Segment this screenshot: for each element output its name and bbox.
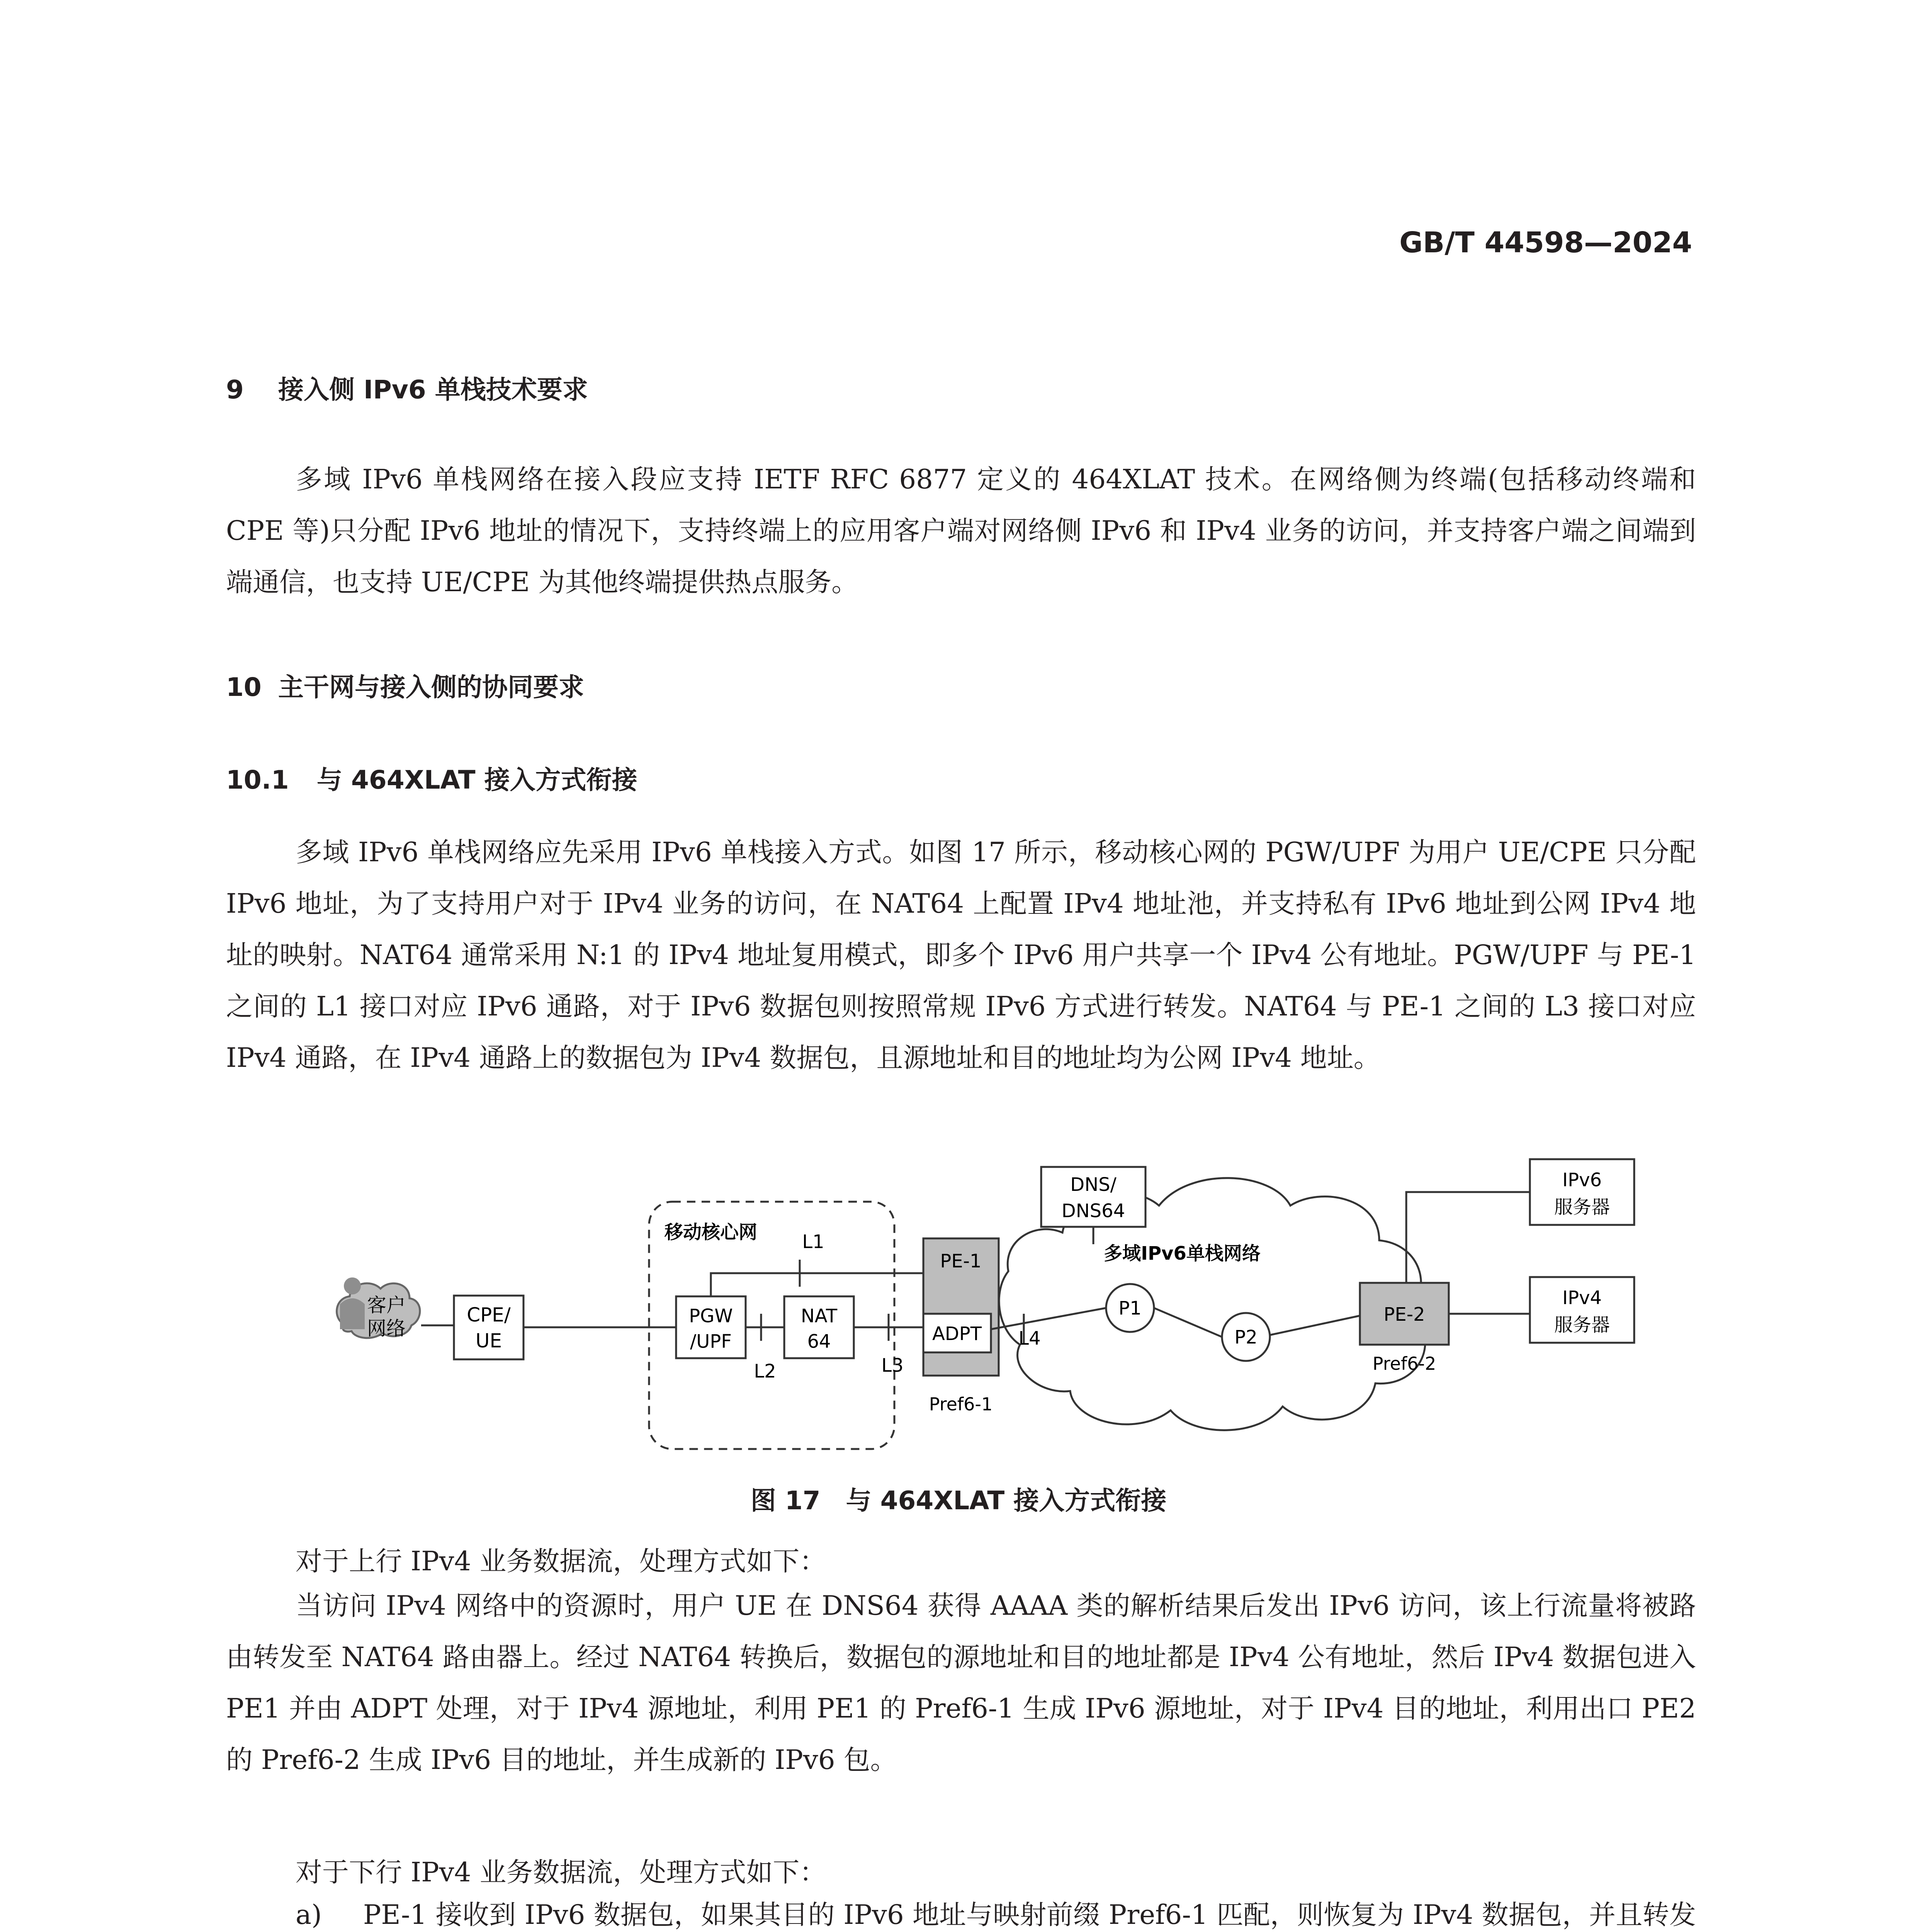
section-number: 10 (226, 672, 262, 702)
section-title: 主干网与接入侧的协同要求 (278, 672, 584, 702)
pgw-upf-label-2: /UPF (690, 1331, 732, 1352)
pref6-1-label: Pref6-1 (929, 1394, 993, 1415)
section-number: 10.1 (226, 765, 289, 795)
adpt-label: ADPT (932, 1323, 982, 1345)
dns64-label-1: DNS/ (1070, 1174, 1117, 1196)
l1-label: L1 (802, 1231, 824, 1253)
list-item (296, 1889, 1696, 1932)
section-10-heading (226, 667, 584, 703)
l2-label: L2 (754, 1361, 776, 1382)
customer-network-label-2: 网络 (367, 1317, 406, 1340)
ipv6-server-label-1: IPv6 (1562, 1169, 1602, 1191)
ipv4-server-label-1: IPv4 (1562, 1287, 1602, 1309)
nat64-label-1: NAT (800, 1305, 838, 1327)
section-number: 9 (226, 375, 244, 405)
person-icon (344, 1277, 361, 1294)
cpe-ue-label-1: CPE/ (467, 1304, 511, 1326)
section-10-1-paragraph: 多域 IPv6 单栈网络应先采用 IPv6 单栈接入方式。如图 17 所示，移动核心网的 PGW/UPF 为用户 UE/CPE 只分配 IPv6 地址，为了支持用户对于 IPv4 业务的访问，在 NAT64 上配置 IPv4 地址池，并支持私有 IPv6 地址到公网 IPv4 地址的映射。NAT64 通常采用 N:1 的 IPv4 地址复用模式，即多个 IPv6 用户共享一个 IPv4 公有地址。PGW/UPF 与 PE-1 之间的 L1 接口对应 IPv6 通路，对于 IPv6 数据包则按照常规 IPv6 方式进行转发。NAT64 与 PE-1 之间的 L3 接口对应 IPv4 通路，在 IPv4 通路上的数据包为 IPv4 数据包，且源地址和目的地址均为公网 IPv4 地址。 (226, 837, 1696, 1073)
customer-network-label-1: 客户 (367, 1294, 406, 1316)
mobile-core-label: 移动核心网 (664, 1221, 758, 1243)
p2-label: P2 (1234, 1327, 1258, 1348)
pref6-2-label: Pref6-2 (1372, 1353, 1436, 1374)
l4-label: L4 (1018, 1328, 1041, 1349)
link-l1 (711, 1273, 923, 1296)
figure-17-network-diagram (328, 1144, 1700, 1461)
pe2-label: PE-2 (1383, 1304, 1425, 1325)
section-10-1-heading (226, 759, 637, 796)
l3-label: L3 (881, 1355, 904, 1376)
nat64-label-2: 64 (807, 1331, 831, 1352)
customer-network-cloud (337, 1277, 420, 1340)
list-item-label: a) (296, 1900, 322, 1930)
pgw-upf-label-1: PGW (689, 1305, 733, 1327)
p1-label: P1 (1118, 1298, 1142, 1319)
link-pe2-ipv6 (1406, 1192, 1530, 1283)
cpe-ue-label-2: UE (475, 1330, 502, 1352)
ipv4-server-label-2: 服务器 (1554, 1314, 1610, 1336)
ipv6-server-label-2: 服务器 (1554, 1196, 1610, 1218)
downlink-intro: 对于下行 IPv4 业务数据流，处理方式如下： (296, 1857, 826, 1888)
uplink-intro: 对于上行 IPv4 业务数据流，处理方式如下： (296, 1546, 826, 1577)
section-9-paragraph: 多域 IPv6 单栈网络在接入段应支持 IETF RFC 6877 定义的 464XLAT 技术。在网络侧为终端(包括移动终端和 CPE 等)只分配 IPv6 地址的情况下，支持终端上的应用客户端对网络侧 IPv6 和 IPv4 业务的访问，并支持客户端之间端到端通信，也支持 UE/CPE 为其他终端提供热点服务。 (226, 464, 1696, 598)
section-title: 接入侧 IPv6 单栈技术要求 (278, 375, 588, 405)
figure-17-caption: 图 17 与 464XLAT 接入方式衔接 (750, 1486, 1167, 1515)
dns64-label-2: DNS64 (1061, 1200, 1125, 1222)
pe1-label: PE-1 (940, 1250, 982, 1272)
standard-number: GB/T 44598—2024 (1399, 226, 1692, 259)
section-title: 与 464XLAT 接入方式衔接 (317, 765, 637, 795)
section-9-heading (226, 369, 588, 406)
uplink-paragraph: 当访问 IPv4 网络中的资源时，用户 UE 在 DNS64 获得 AAAA 类的解析结果后发出 IPv6 访问，该上行流量将被路由转发至 NAT64 路由器上。经过 NAT64 转换后，数据包的源地址和目的地址都是 IPv4 公有地址，然后 IPv4 数据包进入 PE1 并由 ADPT 处理，对于 IPv4 源地址，利用 PE1 的 Pref6-1 生成 IPv6 源地址，对于 IPv4 目的地址，利用出口 PE2 的 Pref6-2 生成 IPv6 目的地址，并生成新的 IPv6 包。 (226, 1590, 1696, 1776)
list-item-text: PE-1 接收到 IPv6 数据包，如果其目的 IPv6 地址与映射前缀 Pref6-1 匹配，则恢复为 IPv4 数据包，并且转发 (363, 1900, 1696, 1930)
backbone-label: 多域IPv6单栈网络 (1104, 1243, 1261, 1264)
